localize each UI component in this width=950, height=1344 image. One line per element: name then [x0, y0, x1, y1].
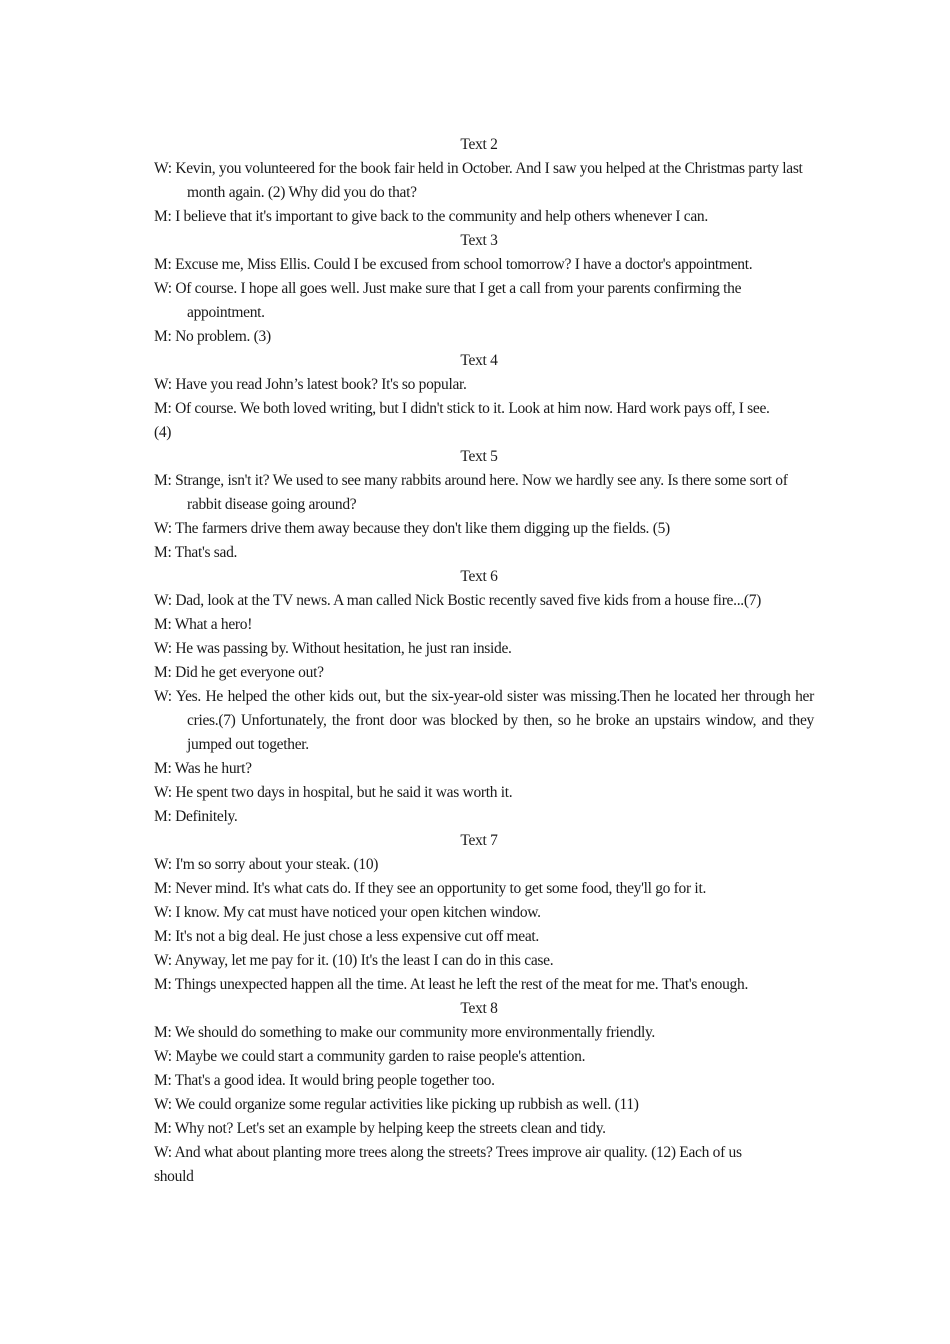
transcript	[154, 133, 814, 1189]
dialogue-line: W: Dad, look at the TV news. A man called Nick Bostic recently saved five kids from a house fire...(7)	[154, 592, 762, 609]
section-heading: Text 7	[460, 832, 498, 849]
section-text-8	[154, 997, 814, 1189]
dialogue-line: W: Of course. I hope all goes well. Just make sure that I get a call from your parents confirming the appointment.	[154, 280, 742, 321]
section-text-5	[154, 445, 814, 565]
dialogue-line: W: He was passing by. Without hesitation, he just ran inside.	[154, 640, 512, 657]
dialogue-line: M: What a hero!	[154, 616, 253, 633]
dialogue-line: M: We should do something to make our community more environmentally friendly.	[154, 1024, 655, 1041]
section-heading: Text 3	[460, 232, 498, 249]
dialogue-line: M: Things unexpected happen all the time. At least he left the rest of the meat for me. That's enough.	[154, 976, 749, 993]
section-text-6	[154, 565, 814, 829]
dialogue-line: M: Was he hurt?	[154, 760, 252, 777]
dialogue-line: W: Maybe we could start a community garden to raise people's attention.	[154, 1048, 586, 1065]
section-text-3	[154, 229, 814, 349]
dialogue-line: M: Did he get everyone out?	[154, 664, 324, 681]
dialogue-line: M: Excuse me, Miss Ellis. Could I be excused from school tomorrow? I have a doctor's appointment.	[154, 256, 753, 273]
dialogue-line: W: He spent two days in hospital, but he said it was worth it.	[154, 784, 513, 801]
dialogue-line: W: I'm so sorry about your steak. (10)	[154, 856, 379, 873]
dialogue-line: M: I believe that it's important to give back to the community and help others whenever I can.	[154, 208, 708, 225]
section-text-7	[154, 829, 814, 997]
section-heading: Text 4	[460, 352, 498, 369]
dialogue-line: M: Strange, isn't it? We used to see many rabbits around here. Now we hardly see any. Is there some sort of rabbit disease going around?	[154, 472, 788, 513]
dialogue-line: W: Have you read John’s latest book? It's so popular.	[154, 376, 467, 393]
dialogue-line: M: Never mind. It's what cats do. If they see an opportunity to get some food, they'll go for it.	[154, 880, 707, 897]
section-heading: Text 2	[460, 136, 498, 153]
dialogue-line: (4)	[154, 424, 172, 441]
section-heading: Text 5	[460, 448, 498, 465]
section-text-2	[154, 133, 814, 229]
dialogue-line: M: It's not a big deal. He just chose a less expensive cut off meat.	[154, 928, 540, 945]
dialogue-line: W: Yes. He helped the other kids out, but the six-year-old sister was missing.Then he located her through her cries.(7) Unfortunately, the front door was blocked by then, so he broke an upstairs window, and they jumped out together.	[154, 688, 814, 753]
dialogue-line: M: That's sad.	[154, 544, 238, 561]
dialogue-line: W: Anyway, let me pay for it. (10) It's the least I can do in this case.	[154, 952, 554, 969]
dialogue-line: W: And what about planting more trees along the streets? Trees improve air quality. (12) Each of us	[154, 1144, 742, 1161]
section-heading: Text 8	[460, 1000, 498, 1017]
dialogue-line: M: No problem. (3)	[154, 328, 271, 345]
dialogue-line: W: I know. My cat must have noticed your open kitchen window.	[154, 904, 541, 921]
dialogue-line: should	[154, 1168, 194, 1185]
section-text-4	[154, 349, 814, 445]
dialogue-line: M: That's a good idea. It would bring people together too.	[154, 1072, 495, 1089]
dialogue-line: M: Definitely.	[154, 808, 238, 825]
dialogue-line: W: We could organize some regular activities like picking up rubbish as well. (11)	[154, 1096, 639, 1113]
section-heading: Text 6	[460, 568, 498, 585]
dialogue-line: M: Why not? Let's set an example by helping keep the streets clean and tidy.	[154, 1120, 606, 1137]
dialogue-line: W: The farmers drive them away because they don't like them digging up the fields. (5)	[154, 520, 670, 537]
dialogue-line: W: Kevin, you volunteered for the book fair held in October. And I saw you helped at the Christmas party last month again. (2) Why did you do that?	[154, 160, 803, 201]
dialogue-line: M: Of course. We both loved writing, but I didn't stick to it. Look at him now. Hard work pays off, I see.	[154, 400, 770, 417]
